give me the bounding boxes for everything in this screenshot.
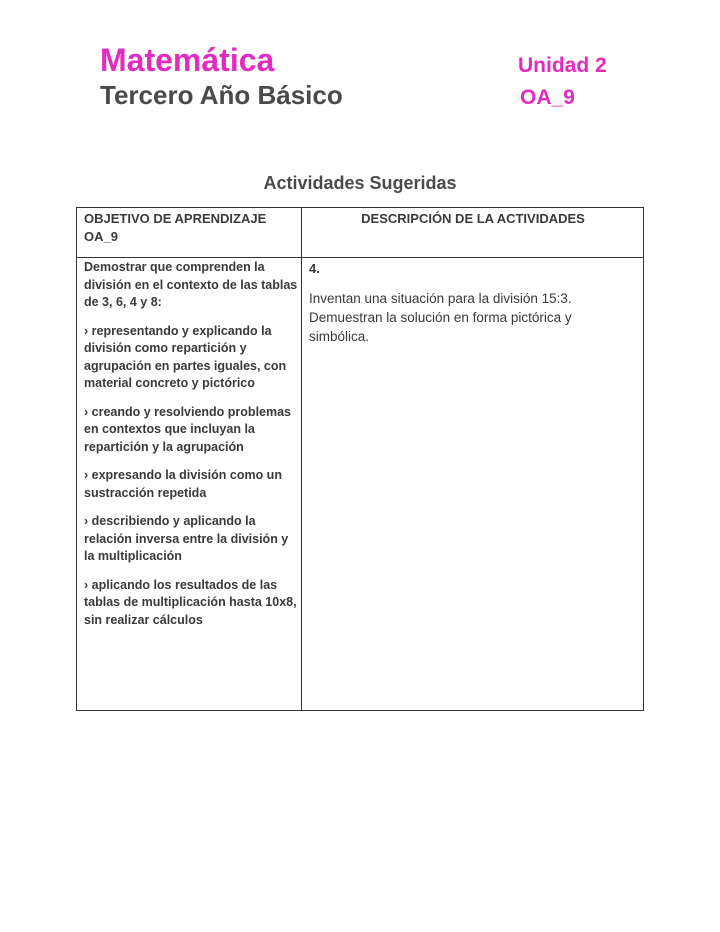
objective-bullet: › aplicando los resultados de las tablas de multiplicación hasta 10x8, sin realizar cálculos (84, 577, 297, 627)
activities-table (76, 207, 644, 711)
description-column-header: DESCRIPCIÓN DE LA ACTIVIDADES (361, 211, 585, 226)
objective-bullet: › creando y resolviendo problemas en contextos que incluyan la repartición y la agrupación (84, 404, 292, 454)
objective-column-header: OBJETIVO DE APRENDIZAJE OA_9 (84, 211, 267, 244)
section-title: Actividades Sugeridas (263, 173, 457, 193)
objective-bullet: › describiendo y aplicando la relación inversa entre la división y la multiplicación (84, 514, 289, 563)
objective-bullet: › representando y explicando la división como repartición y agrupación en partes iguales, con material concreto y pictórico (84, 323, 287, 390)
oa-label: OA_9 (520, 86, 575, 109)
activity-number: 4. (309, 261, 320, 276)
column-divider (301, 208, 302, 710)
header-divider (77, 257, 643, 258)
objective-bullet: › expresando la división como un sustracción repetida (84, 468, 282, 500)
activity-description: Inventan una situación para la división 15:3. Demuestran la solución en forma pictórica y simbólica. (309, 291, 572, 344)
subject-title: Matemática (100, 42, 275, 78)
objective-intro: Demostrar que comprenden la división en el contexto de las tablas de 3, 6, 4 y 8: (84, 260, 298, 309)
unit-label: Unidad 2 (518, 54, 607, 77)
objective-cell (84, 259, 298, 640)
grade-subtitle: Tercero Año Básico (100, 80, 343, 110)
